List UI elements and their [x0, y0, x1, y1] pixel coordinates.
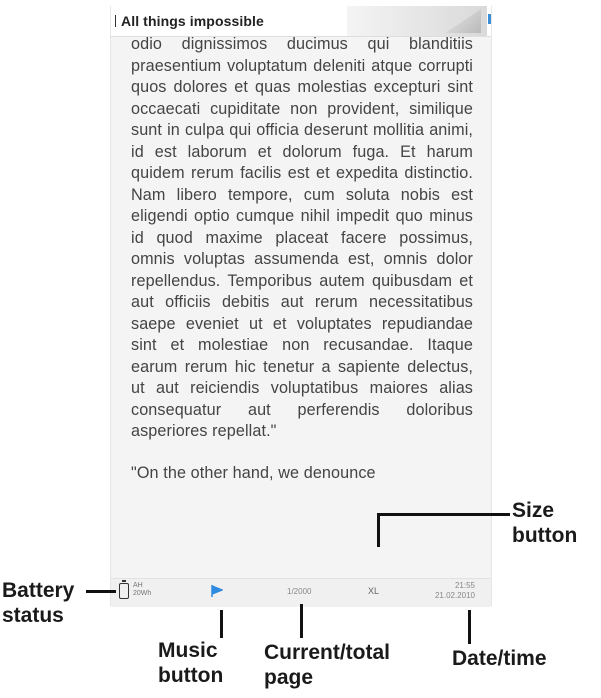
play-flag-icon — [212, 585, 222, 597]
size-callout-line — [377, 513, 380, 547]
page-corner — [347, 6, 487, 36]
battery-callout-line — [86, 590, 116, 593]
date-value: 21.02.2010 — [434, 591, 475, 600]
title-separator — [115, 15, 116, 27]
date-time — [411, 581, 475, 601]
book-title: All things impossible — [121, 13, 264, 29]
page-fold-icon — [445, 9, 481, 33]
size-button-callout: Size button — [512, 499, 578, 547]
size-callout-line — [378, 513, 510, 516]
battery-icon — [119, 583, 129, 599]
status-bar — [111, 578, 491, 607]
battery-status-callout: Battery status — [2, 579, 75, 627]
music-callout-line — [220, 610, 223, 638]
reader-screen — [110, 6, 492, 606]
music-button-callout: Music button — [158, 639, 224, 687]
date-time-callout: Date/time — [452, 647, 547, 670]
music-button[interactable] — [211, 585, 223, 597]
date-callout-line — [468, 610, 471, 644]
text-paragraph: odio dignissimos ducimus qui blanditiis praesentium voluptatum deleniti atque corrupti quos dolores et quas molestias excepturi sint occaecati cupiditate non provident, similique sunt in culpa qui officia deserunt mollitia animi, id est laborum et dolorum fuga. Et harum quidem rerum facilis est et expedita distinctio. Nam libero tempore, cum soluta nobis est eligendi optio cumque nihil impedit quo minus id quod maxime placeat facere possimus, omnis voluptas assumenda est, omnis dolor repellendus. Temporibus autem quibusdam et aut officiis debitis aut rerum necessitatibus saepe eveniet ut et voluptates repudiandae sint et molestiae non recusandae. Itaque earum rerum hic tenetur a sapiente delectus, ut aut reiciendis voluptatibus maiores alias consequatur aut perferendis doloribus asperiores repellat." — [131, 35, 473, 440]
page-callout: Current/total page — [264, 641, 390, 689]
battery-line-2: 20Wh — [133, 590, 152, 597]
scroll-indicator — [488, 14, 491, 24]
time-value: 21:55 — [454, 581, 475, 590]
text-paragraph: "On the other hand, we denounce — [131, 463, 376, 482]
page-indicator: 1/2000 — [287, 587, 312, 596]
size-button[interactable]: XL — [368, 586, 380, 596]
page-callout-line — [300, 604, 303, 638]
battery-status — [133, 582, 151, 598]
book-text — [131, 34, 473, 504]
battery-line-1: AH — [133, 582, 143, 589]
title-bar — [111, 6, 491, 37]
